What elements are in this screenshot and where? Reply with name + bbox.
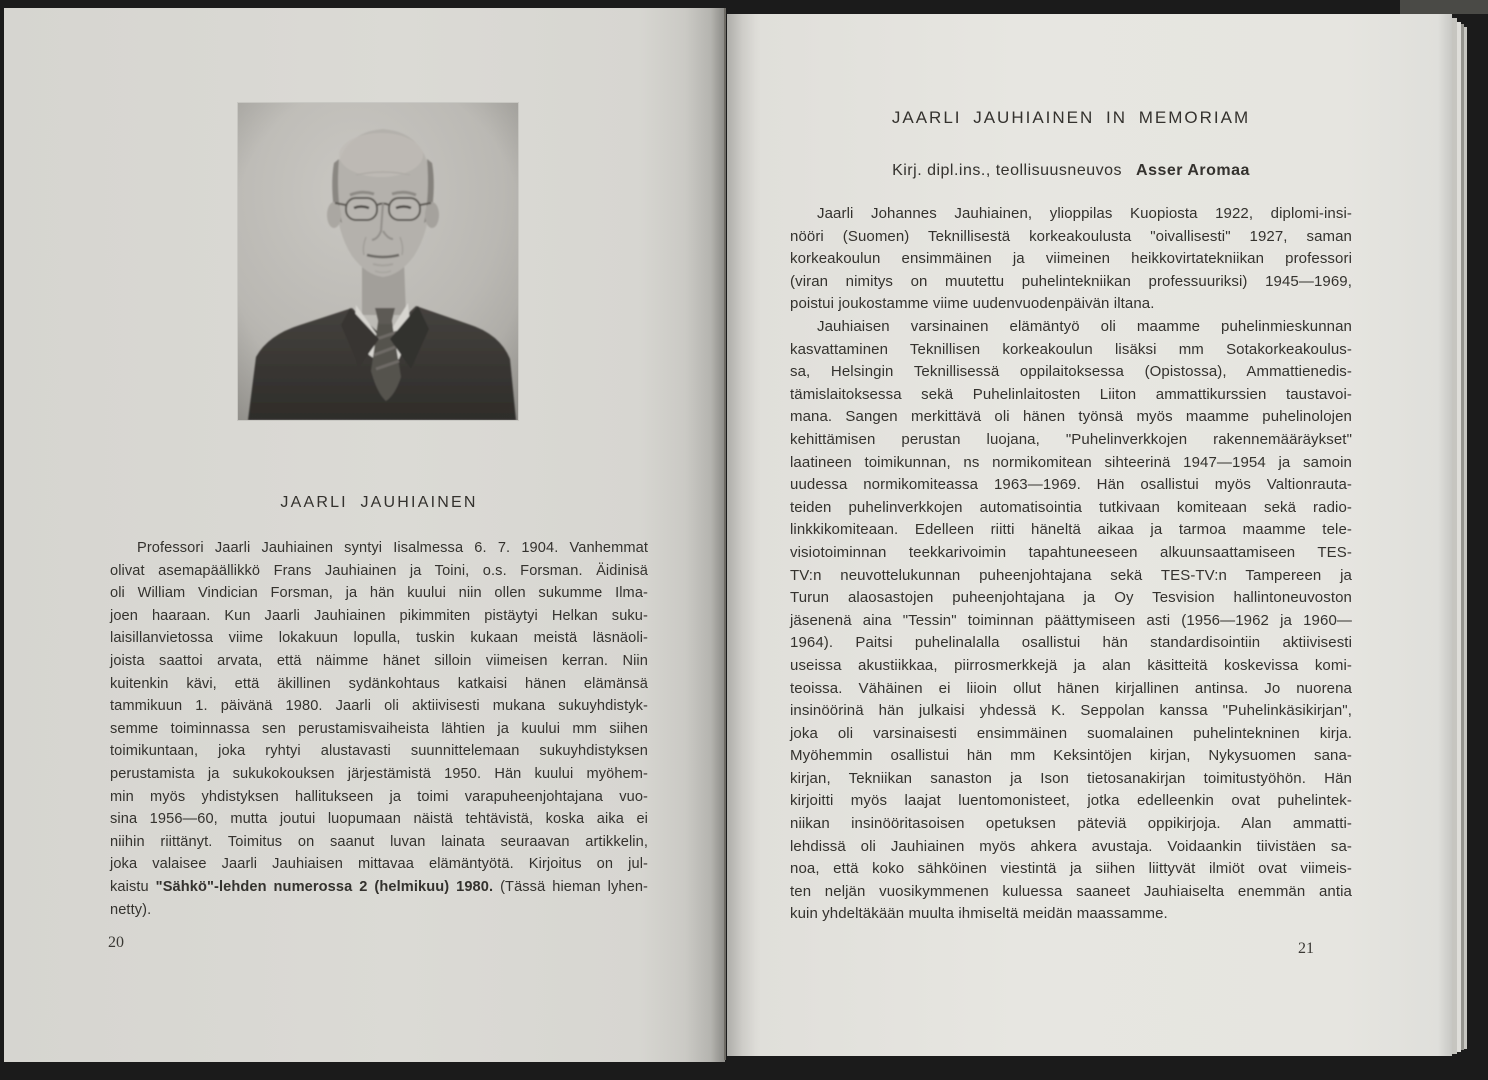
text-line: olivat asemapäällikkö Frans Jauhiainen ja Toini, o.s. Forsman. Äidinisä [110,562,648,579]
text-line: kuin yhdeltäkään muulta ihmiseltä meidän maassamme. [790,905,1168,923]
text-line: niikan insinööritasoisen opetuksen päteviä oppikirjoja. Alan ammatti- [790,815,1352,833]
text-line: lehdissä oli Jauhiainen myös ahkera avustaja. Voidaankin tiivistäen sa- [790,837,1352,855]
text-line: tämislaitoksessa sekä Puhelinlaitosten Liiton ammattikurssien taustavoi- [790,385,1352,403]
text-line: joka oli varsinaisesti ensimmäinen suomalainen puhelintekninen kirja. [790,724,1352,742]
text-line: linkkikomiteaan. Edelleen riitti häneltä aikaa ja tarmoa maamme tele- [790,521,1352,539]
scan-corner-shadow [1400,0,1488,14]
text-line: Professori Jaarli Jauhiainen syntyi Iisalmessa 6. 7. 1904. Vanhemmat [137,540,648,556]
text-line: kaistu "Sähkö"-lehden numerossa 2 (helmikuu) 1980. (Tässä hieman lyhen- [110,878,648,895]
text-line: joista saattoi arvata, että näimme hänet silloin viimeisen kerran. Niin [110,652,648,669]
left-page [4,8,725,1062]
right-page-title: JAARLI JAUHIAINEN IN MEMORIAM [891,108,1251,127]
text-line: 1964). Paitsi puhelinalalla osallistui hän standardisointiin aktiivisesti [790,634,1352,652]
page-gutter-shadow [724,8,726,1060]
text-line: poistui joukostamme viime uudenvuodenpäivän iltana. [790,295,1155,313]
text-line: kuitenkin kävi, että äkillinen sydänkohtaus katkaisi hänen elämänsä [110,675,648,692]
text-line: joka valaisee Jaarli Jauhiaisen mittavaa elämäntyötä. Kirjoitus on jul- [110,856,648,873]
text-line: TV:n neuvottelukunnan puheenjohtajana sekä TES-TV:n Tampereen ja [790,566,1352,584]
text-line: min myös yhdistyksen hallitukseen ja toimi varapuheenjohtajana vuo- [110,788,648,805]
text-line: oli William Vindician Forsman, ja hän kuului niin ollen sukumme Ilma- [110,585,648,602]
right-page-paragraph-2 [790,316,1352,926]
right-page-paragraph-1 [790,203,1352,316]
text-line: joen haaraan. Kun Jaarli Jauhiainen pikimmiten pistäytyi Helkan suku- [110,607,648,624]
text-line: korkeakoulun ensimmäinen ja viimeinen heikkovirtatekniikan professori [790,250,1352,268]
text-line: teoissa. Vähäinen ei liioin ollut hänen kirjallinen antinsa. Jo nuorena [790,679,1352,697]
text-line: insinöörinä hän julkaisi yhdessä K. Seppolan kanssa "Puhelinkäsikirjan", [790,702,1352,720]
text-line: kehittämisen perustan luojana, "Puhelinverkkojen rakennemääräykset" [790,430,1352,448]
text-line: semme toiminnassa sen perustamisvaiheista lähtien ja kuului mm siihen [110,720,648,737]
text-line: laisillanvietossa viime lokakuun lopulla, tuskin kukaan meistä läsnäoli- [110,630,648,647]
text-line: Jauhiaisen varsinainen elämäntyö oli maamme puhelinmieskunnan [817,318,1352,335]
left-page-body [110,537,648,921]
portrait-photo [238,103,518,420]
text-line: (viran nimitys on muutettu puhelintekniikan professuuriksi) 1945—1969, [790,272,1352,290]
byline [790,162,1352,180]
text-line: perustamista ja sukukokouksen järjestämistä 1950. Hän kuului myöhem- [110,765,648,782]
text-line: netty). [110,901,152,918]
text-line: kirjoitti myös laajat luentomonisteet, jotka edelleenkin ovat puhelintek- [790,792,1352,810]
text-line: Myöhemmin osallistui hän mm Keksintöjen kirjan, Nykysuomen sana- [790,747,1352,765]
text-line: tammikuun 1. päivänä 1980. Jaarli oli aktiivisesti mukana sukuyhdistyk- [110,698,648,715]
portrait-illustration [238,103,518,420]
text-line: Jaarli Johannes Jauhiainen, ylioppilas Kuopiosta 1922, diplomi-insi- [817,205,1352,222]
text-line: laatineen toimikunnan, ns normikomitean sihteerinä 1947—1954 ja samoin [790,453,1352,471]
text-line: kasvattaminen Teknillisen korkeakoulun lisäksi mm Sotakorkeakoulus- [790,340,1352,358]
text-line: ten neljän vuosikymmenen kuluessa saaneet Jauhiaiselta enemmän antia [790,882,1352,900]
left-page-title: JAARLI JAUHIAINEN [280,494,478,511]
text-line: sina 1956—60, mutta joutui luopumaan näistä tehtävistä, koska aika ei [110,811,648,828]
text-line: nööri (Suomen) Teknillisestä korkeakoulusta "oivallisesti" 1927, saman [790,227,1352,245]
text-line: niihin riittänyt. Toimitus on saanut luvan lainata seuraavan artikkelin, [110,833,648,850]
right-page [727,14,1452,1056]
text-line: visiotoiminnan teekkarivoimin tapahtuneeseen alkuunsaattamiseen TES- [790,543,1352,561]
byline-author: Asser Aromaa [1136,162,1250,179]
text-line: mana. Sangen merkittävä oli hänen työnsä myös maamme puhelinolojen [790,408,1352,426]
text-line: uudessa normikomiteassa 1963—1969. Hän osallistui myös Valtionrauta- [790,476,1352,494]
right-page-number: 21 [1298,940,1314,957]
text-line: sa, Helsingin Teknillisessä oppilaitoksessa (Opistossa), Ammattienedis- [790,363,1352,381]
byline-prefix: Kirj. dipl.ins., teollisuusneuvos [892,162,1123,179]
text-line: noa, että koko sähköinen viestintä ja siihen liittyvät ilmiöt ovat viimeis- [790,860,1352,878]
text-line: useissa akustiikkaa, piirrosmerkkejä ja alan käsitteitä koskevissa komi- [790,656,1352,674]
text-line: jäsenenä aina "Tessin" toiminnan päättymiseen asti (1956—1962 ja 1960— [790,611,1352,629]
left-page-number: 20 [108,934,124,951]
text-line: teiden puhelinverkkojen automatisointia tutkivaan komiteaan sekä radio- [790,498,1352,516]
page-edge-stack [1464,27,1467,1049]
text-line: Turun alaosastojen puheenjohtajana ja Oy Tesvision hallintoneuvoston [790,589,1352,607]
text-line: kirjan, Tekniikan sanaston ja Ison tietosanakirjan toimitustyöhön. Hän [790,769,1352,787]
text-line: toimikuntaan, joka ryhtyi alustavasti suunnittelemaan sukuyhdistyksen [110,743,648,760]
